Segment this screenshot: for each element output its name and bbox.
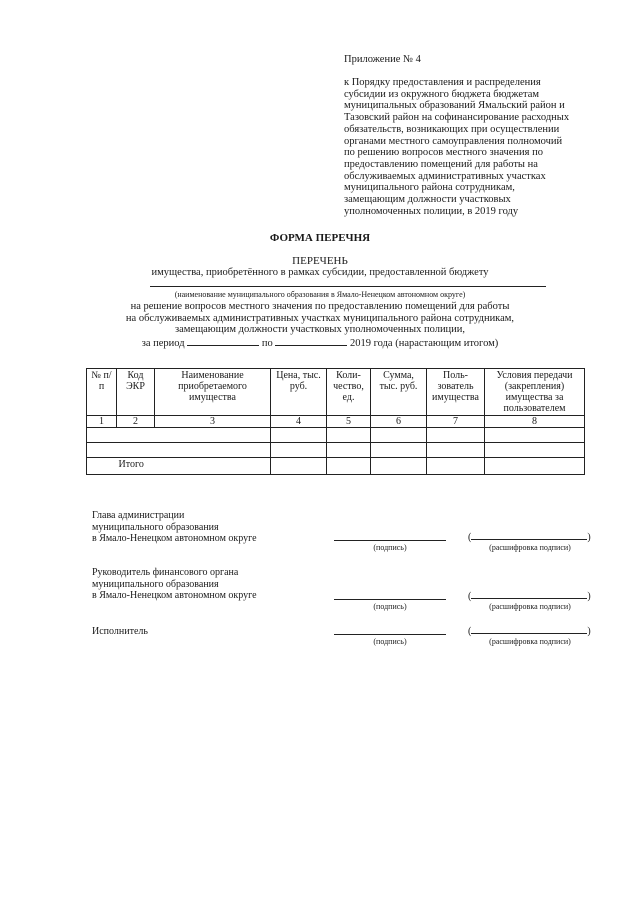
preamble-line: субсидии из окружного бюджета бюджетам (344, 88, 540, 100)
preamble-line: Тазовский район на софинансирование расходных (344, 112, 570, 124)
col-number: 1 (87, 416, 117, 428)
table-cell (371, 458, 427, 475)
table-cell (371, 443, 427, 458)
preamble-line: муниципальных образований Ямальский район и (344, 100, 565, 112)
table-cell (87, 428, 117, 443)
col-number: 7 (427, 416, 485, 428)
signer-title-line: Исполнитель (92, 626, 148, 637)
table-cell (427, 443, 485, 458)
table-row (87, 428, 585, 443)
table-cell (271, 428, 327, 443)
intro-line: на решение вопросов местного значения по предоставлению помещений для работы (130, 301, 510, 312)
list-subtitle: имущества, приобретённого в рамках субсидии, предоставленной бюджету (151, 267, 489, 278)
intro-line: на обслуживаемых административных участках муниципального района сотрудникам, (125, 312, 515, 324)
preamble-line: к Порядку предоставления и распределения (344, 77, 541, 88)
name-decoding-field: ( ) (468, 591, 591, 602)
col-header-ekr-code: Код ЭКР (117, 369, 155, 416)
signature-block-executor (92, 626, 148, 638)
col-number: 2 (117, 416, 155, 428)
table-cell (155, 443, 271, 458)
table-cell (427, 458, 485, 475)
col-header-quantity: Коли-чество, ед. (327, 369, 371, 416)
col-header-property-name: Наименование приобретаемого имущества (155, 369, 271, 416)
signer-title-line: Руководитель финансового органа (92, 567, 239, 578)
period-line (0, 336, 640, 350)
table-cell (485, 458, 585, 475)
table-cell (155, 428, 271, 443)
preamble-line: обязательств, возникающих при осуществлении (344, 123, 560, 135)
table-cell (117, 443, 155, 458)
table-cell (485, 443, 585, 458)
form-title: ФОРМА ПЕРЕЧНЯ (269, 232, 371, 244)
appendix-label: Приложение № 4 (344, 54, 421, 65)
table-cell (87, 458, 117, 475)
period-suffix: 2019 года (нарастающим итогом) (349, 337, 499, 349)
signer-title-line: в Ямало-Ненецком автономном округе (92, 590, 257, 601)
preamble-line: органами местного самоуправления полномочий (344, 135, 563, 147)
col-number: 8 (485, 416, 585, 428)
table-cell (371, 428, 427, 443)
table-cell (427, 428, 485, 443)
col-number: 4 (271, 416, 327, 428)
preamble (344, 77, 584, 217)
col-header-transfer-conditions: Условия передачи (закрепления) имущества за пользователем (485, 369, 585, 416)
signature-line (334, 530, 446, 541)
name-decoding-hint: (расшифровка подписи) (489, 543, 571, 552)
name-decoding-hint: (расшифровка подписи) (489, 637, 571, 646)
intro-line: замещающим должности участковых уполномоченных полиции, (174, 324, 466, 336)
signature-hint: (подпись) (373, 602, 407, 611)
table-cell (485, 428, 585, 443)
preamble-line: замещающим должности участковых (344, 194, 511, 206)
preamble-line: по решению вопросов местного значения по (344, 147, 543, 159)
table-cell (271, 458, 327, 475)
col-header-user: Поль-зователь имущества (427, 369, 485, 416)
municipality-hint: (наименование муниципального образования в Ямало-Ненецком автономном округе) (174, 290, 466, 299)
table-cell (327, 458, 371, 475)
preamble-line: обслуживаемых административных участках (344, 170, 546, 182)
municipality-fill-line (150, 286, 546, 287)
period-prefix: за период (141, 337, 185, 349)
signature-hint: (подпись) (373, 637, 407, 646)
table-cell (271, 443, 327, 458)
table-total-row (87, 458, 585, 475)
name-decoding-field: ( ) (468, 626, 591, 637)
total-label: Итого (117, 458, 155, 475)
period-to-blank (275, 336, 347, 346)
table-row (87, 443, 585, 458)
table-cell (327, 428, 371, 443)
table-cell (327, 443, 371, 458)
name-decoding-hint: (расшифровка подписи) (489, 602, 571, 611)
table-cell (87, 443, 117, 458)
table-number-row (87, 416, 585, 428)
signature-block-head (92, 510, 257, 545)
table-cell (117, 428, 155, 443)
signer-title-line: муниципального образования (92, 521, 219, 533)
signer-title-line: в Ямало-Ненецком автономном округе (92, 533, 257, 544)
signature-line (334, 589, 446, 600)
intro-text (0, 301, 640, 349)
signature-block-finance (92, 567, 257, 602)
col-number: 6 (371, 416, 427, 428)
col-header-price: Цена, тыс. руб. (271, 369, 327, 416)
period-from-blank (187, 336, 259, 346)
table-cell (155, 458, 271, 475)
signer-title-line: Глава администрации (92, 510, 185, 521)
col-number: 3 (155, 416, 271, 428)
property-table (86, 368, 585, 475)
signer-title-line: муниципального образования (92, 578, 219, 590)
preamble-line: муниципального района сотрудникам, (344, 182, 515, 194)
signature-line (334, 624, 446, 635)
list-title: ПЕРЕЧЕНЬ (292, 255, 348, 267)
period-middle: по (261, 337, 273, 349)
preamble-line: предоставлению помещений для работы на (344, 158, 538, 170)
col-header-sum: Сумма, тыс. руб. (371, 369, 427, 416)
col-header-number: № п/п (87, 369, 117, 416)
signature-hint: (подпись) (373, 543, 407, 552)
col-number: 5 (327, 416, 371, 428)
name-decoding-field: ( ) (468, 532, 591, 543)
preamble-line: уполномоченных полиции, в 2019 году (344, 205, 519, 217)
table-header-row (87, 369, 585, 416)
